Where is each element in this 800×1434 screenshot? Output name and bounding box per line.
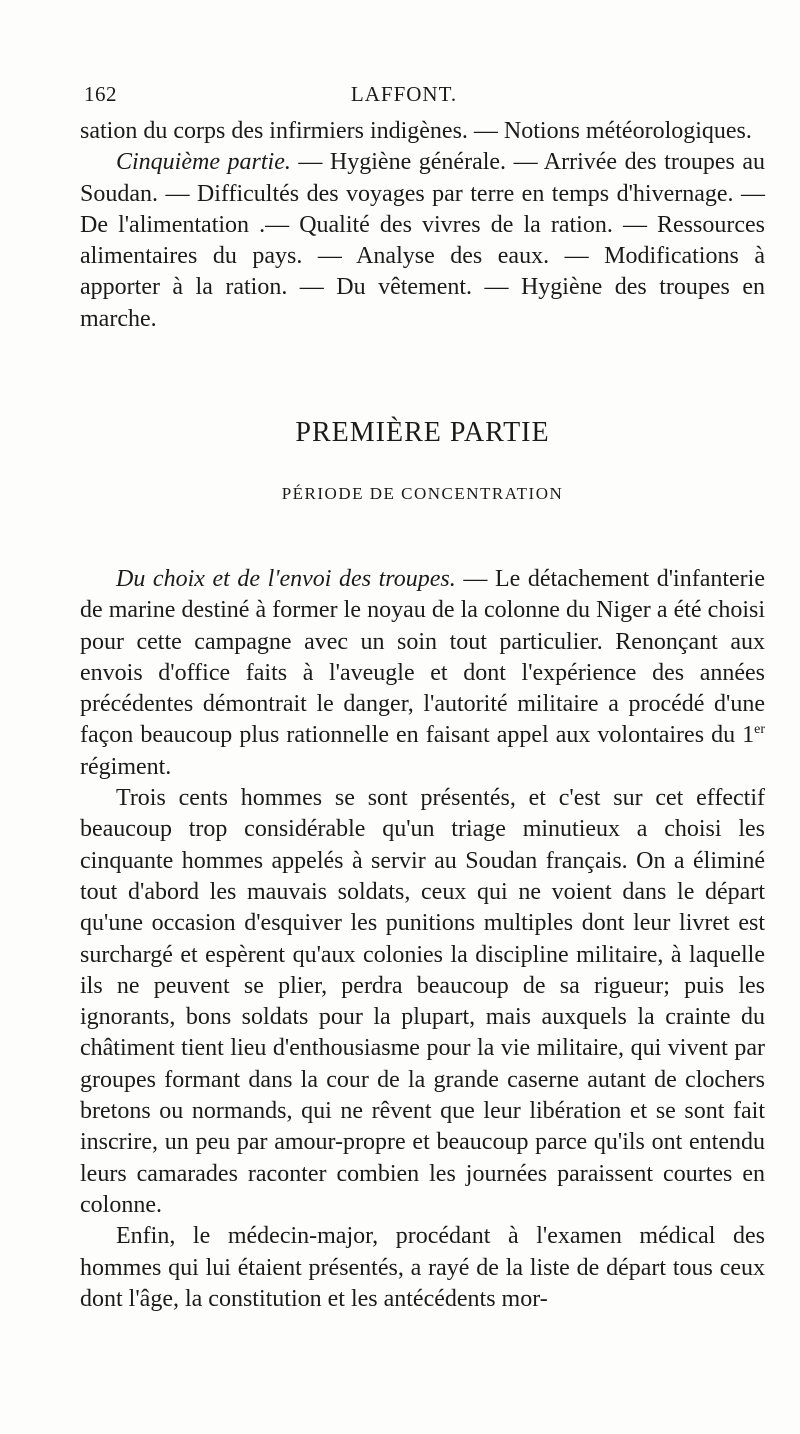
section-heading: PÉRIODE DE CONCENTRATION — [281, 484, 564, 503]
running-title: LAFFONT. — [350, 82, 458, 106]
page-number: 162 — [84, 82, 117, 106]
ordinal-superscript: er — [754, 722, 765, 738]
contents-summary — [80, 116, 765, 335]
summary-continuation: sation du corps des infirmiers indigènes. — Notions météorologiques. — [80, 118, 752, 144]
paragraph-1-text-a: — Le détachement d'infanterie de marine destiné à former le noyau de la colonne du Niger a été choisi pour cette campagne avec un soin tout particulier. Renonçant aux envois d'office faits à l'aveugle et dont l'expérience des années précédentes démontrait le danger, l'autorité militaire a procédé d'une façon beaucoup plus rationnelle en faisant appel aux volontaires du 1 — [80, 566, 765, 749]
summary-part-five — [80, 147, 765, 335]
running-header — [84, 82, 724, 112]
paragraph-2: Trois cents hommes se sont présentés, et c'est sur cet effectif beaucoup trop considérable qu'un triage minutieux a choisi les cinquante hommes appelés à servir au Soudan français. On a éliminé tout d'abord les mauvais soldats, ceux qui ne voient dans le départ qu'une occasion d'esquiver les punitions multiples dont leur livret est surchargé et espèrent qu'aux colonies la discipline militaire, à laquelle ils ne peuvent se plier, perdra beaucoup de sa rigueur; puis les ignorants, bons soldats pour la plupart, mais auxquels la crainte du châtiment tient lieu d'enthousiasme pour la vie militaire, qui vivent par groupes formant dans la cour de la grande caserne autant de clochers bretons ou normands, qui ne rêvent que leur libération et se sont fait inscrire, un peu par amour-propre et beaucoup parce qu'ils ont entendu leurs camarades raconter combien les journées paraissent courtes en colonne. — [80, 785, 765, 1218]
part-five-label: Cinquième partie. — [116, 149, 291, 176]
paragraph-3: Enfin, le médecin-major, procédant à l'examen médical des hommes qui lui étaient présentés, a rayé de la liste de départ tous ceux dont l'âge, la constitution et les antécédents mor- — [80, 1223, 765, 1312]
part-five-text: — Hygiène générale. — Arrivée des troupes au Soudan. — Difficultés des voyages par terre en temps d'hivernage. — De l'alimentation .— Qualité des vivres de la ration. — Ressources alimentaires du pays. — Analyse des eaux. — Modifications à apporter à la ration. — Du vêtement. — Hygiène des troupes en marche. — [80, 149, 766, 332]
paragraph-1-text-b: régiment. — [80, 753, 172, 780]
part-heading: PREMIÈRE PARTIE — [295, 417, 550, 448]
paragraph-1 — [80, 564, 765, 783]
paragraph-1-lead: Du choix et de l'envoi des troupes. — [116, 566, 456, 592]
main-text — [80, 564, 765, 1315]
